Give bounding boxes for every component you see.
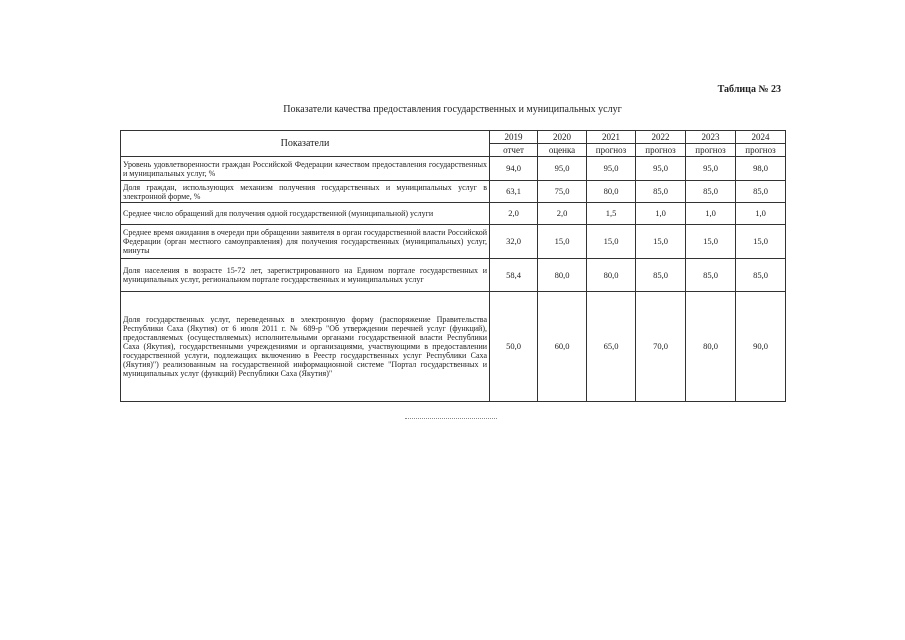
header-indicator: Показатели [121,131,490,157]
value-cell: 95,0 [587,157,636,181]
value-cell: 85,0 [686,259,736,292]
header-row-years [121,131,786,144]
indicator-cell: Среднее число обращений для получения одной государственной (муниципальной) услуги [121,203,490,225]
header-kind: прогноз [636,144,686,157]
indicators-table [120,130,786,402]
value-cell: 58,4 [490,259,538,292]
table-row [121,225,786,259]
header-year: 2020 [538,131,587,144]
indicator-cell: Уровень удовлетворенности граждан Российской Федерации качеством предоставления государственных и муниципальных услуг, % [121,157,490,181]
header-kind: оценка [538,144,587,157]
table-row [121,157,786,181]
value-cell: 15,0 [587,225,636,259]
table-body [121,157,786,402]
indicator-cell: Доля государственных услуг, переведенных в электронную форму (распоряжение Правительства Республики Саха (Якутия) от 6 июля 2011 г. № 689-р "Об утверждении перечней услуг (функций), предоставляемых (осуществляемых) исполнительными органами государственной власти Республики Саха (Якутия), государственными учреждениями и организациями, участвующими в предоставлении государственной услуги, подлежащих включению в Реестр государственных услуг Республики Саха (Якутия)") реализованным на государственной информационной системе "Портал государственных и муниципальных услуг (функций) Республики Саха (Якутия)" [121,292,490,402]
table-row [121,259,786,292]
value-cell: 85,0 [636,259,686,292]
document-title: Показатели качества предоставления государственных и муниципальных услуг [283,104,622,115]
table-row [121,203,786,225]
value-cell: 65,0 [587,292,636,402]
value-cell: 15,0 [636,225,686,259]
value-cell: 95,0 [538,157,587,181]
table-row [121,181,786,203]
table-number: Таблица № 23 [717,84,781,95]
value-cell: 60,0 [538,292,587,402]
table-row [121,292,786,402]
value-cell: 15,0 [686,225,736,259]
header-kind: прогноз [736,144,786,157]
value-cell: 1,0 [736,203,786,225]
indicator-cell: Доля населения в возрасте 15-72 лет, зарегистрированного на Едином портале государственных и муниципальных услуг, региональном портале государственных и муниципальных услуг [121,259,490,292]
value-cell: 94,0 [490,157,538,181]
indicator-cell: Среднее время ожидания в очереди при обращении заявителя в орган государственной власти Российской Федерации (орган местного самоуправления) для получения государственных (муниципальных) услуг, минуты [121,225,490,259]
value-cell: 75,0 [538,181,587,203]
value-cell: 2,0 [490,203,538,225]
header-year: 2021 [587,131,636,144]
value-cell: 98,0 [736,157,786,181]
value-cell: 95,0 [686,157,736,181]
header-year: 2023 [686,131,736,144]
header-kind: отчет [490,144,538,157]
bottom-divider [405,418,497,419]
value-cell: 90,0 [736,292,786,402]
value-cell: 1,0 [636,203,686,225]
header-kind: прогноз [587,144,636,157]
value-cell: 15,0 [538,225,587,259]
value-cell: 80,0 [587,181,636,203]
value-cell: 2,0 [538,203,587,225]
value-cell: 85,0 [686,181,736,203]
value-cell: 63,1 [490,181,538,203]
value-cell: 70,0 [636,292,686,402]
value-cell: 85,0 [736,181,786,203]
value-cell: 80,0 [686,292,736,402]
table-header [121,131,786,157]
value-cell: 80,0 [538,259,587,292]
value-cell: 1,0 [686,203,736,225]
header-year: 2022 [636,131,686,144]
header-kind: прогноз [686,144,736,157]
header-year: 2019 [490,131,538,144]
value-cell: 32,0 [490,225,538,259]
indicator-cell: Доля граждан, использующих механизм получения государственных и муниципальных услуг в электронной форме, % [121,181,490,203]
value-cell: 15,0 [736,225,786,259]
value-cell: 80,0 [587,259,636,292]
value-cell: 85,0 [636,181,686,203]
value-cell: 50,0 [490,292,538,402]
header-year: 2024 [736,131,786,144]
value-cell: 85,0 [736,259,786,292]
value-cell: 1,5 [587,203,636,225]
value-cell: 95,0 [636,157,686,181]
